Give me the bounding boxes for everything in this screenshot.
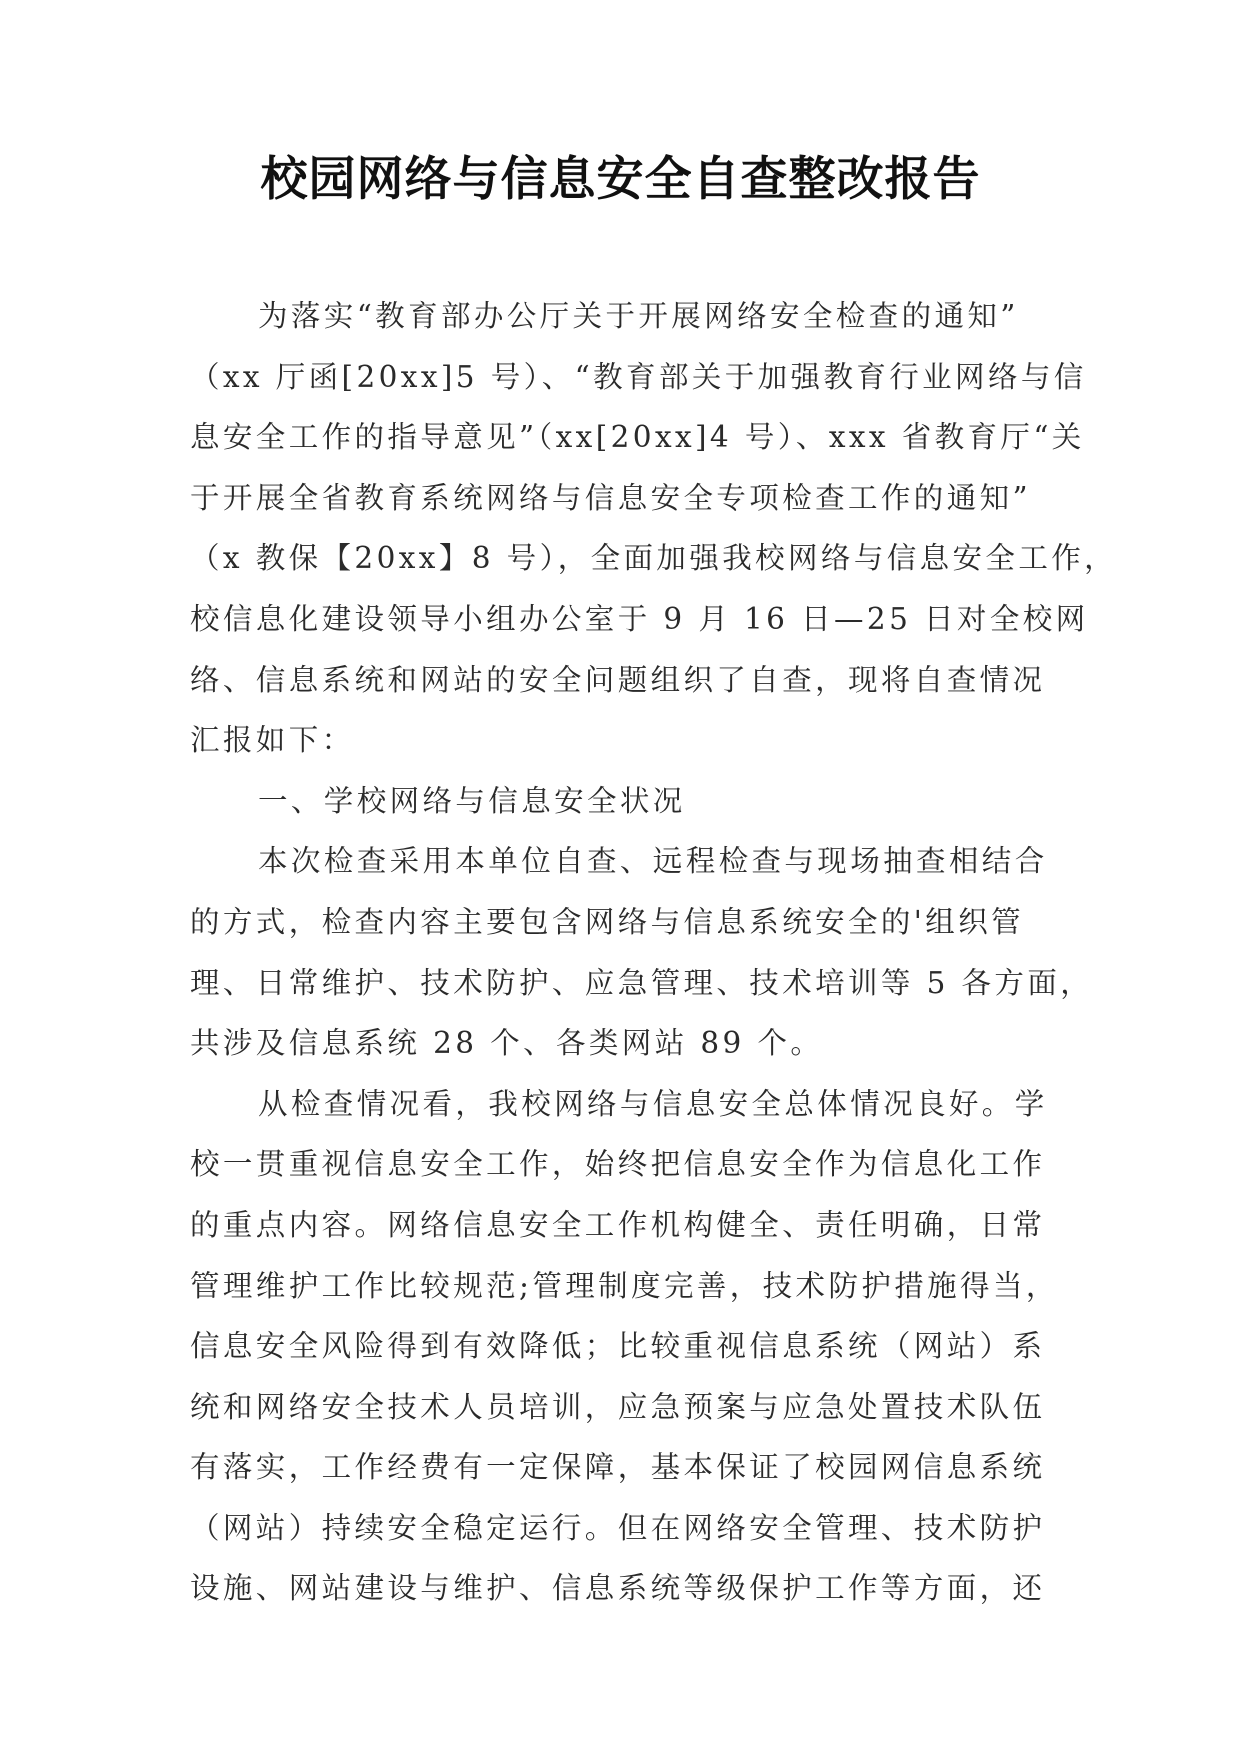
text-line: 理、日常维护、技术防护、应急管理、技术培训等 5 各方面，: [190, 965, 1094, 1000]
text-line: 络、信息系统和网站的安全问题组织了自查，现将自查情况: [190, 662, 1046, 697]
paragraph-intro: [190, 286, 1118, 771]
text-line: 从检查情况看，我校网络与信息安全总体情况良好。学: [258, 1086, 1048, 1121]
text-line: 管理维护工作比较规范;管理制度完善，技术防护措施得当，: [190, 1268, 1059, 1303]
text-line: 息安全工作的指导意见”（xx[20xx]4 号）、xxx 省教育厅“关: [190, 420, 1085, 455]
text-line: （网站）持续安全稳定运行。但在网络安全管理、技术防护: [190, 1510, 1046, 1545]
text-line: 汇报如下：: [190, 723, 355, 758]
text-line: 的方式，检查内容主要包含网络与信息系统安全的'组织管: [190, 904, 1025, 939]
text-line: 有落实，工作经费有一定保障，基本保证了校园网信息系统: [190, 1450, 1046, 1485]
text-line: 为落实“教育部办公厅关于开展网络安全检查的通知”: [258, 299, 1019, 333]
paragraph-findings: [190, 1074, 1059, 1619]
paragraph-scope: [190, 831, 1094, 1073]
text-line: （xx 厅函[20xx]5 号）、“教育部关于加强教育行业网络与信: [190, 359, 1087, 394]
document-body: [190, 286, 1118, 1619]
text-line: 共涉及信息系统 28 个、各类网站 89 个。: [190, 1026, 824, 1061]
text-line: （x 教保【20xx】8 号），全面加强我校网络与信息安全工作，: [190, 541, 1118, 576]
text-line: 校信息化建设领导小组办公室于 9 月 16 日—25 日对全校网: [190, 601, 1089, 636]
heading-line: 一、学校网络与信息安全状况: [258, 783, 686, 818]
text-line: 信息安全风险得到有效降低；比较重视信息系统（网站）系: [190, 1329, 1046, 1364]
section-heading: [190, 771, 1050, 832]
text-line: 本次检查采用本单位自查、远程检查与现场抽查相结合: [258, 844, 1048, 879]
text-line: 统和网络安全技术人员培训，应急预案与应急处置技术队伍: [190, 1389, 1046, 1424]
text-line: 的重点内容。网络信息安全工作机构健全、责任明确，日常: [190, 1207, 1046, 1242]
text-line: 设施、网站建设与维护、信息系统等级保护工作等方面，还: [190, 1571, 1046, 1606]
document-title: 校园网络与信息安全自查整改报告: [260, 152, 981, 207]
text-line: 校一贯重视信息安全工作，始终把信息安全作为信息化工作: [190, 1147, 1046, 1182]
text-line: 于开展全省教育系统网络与信息安全专项检查工作的通知”: [190, 480, 1031, 515]
